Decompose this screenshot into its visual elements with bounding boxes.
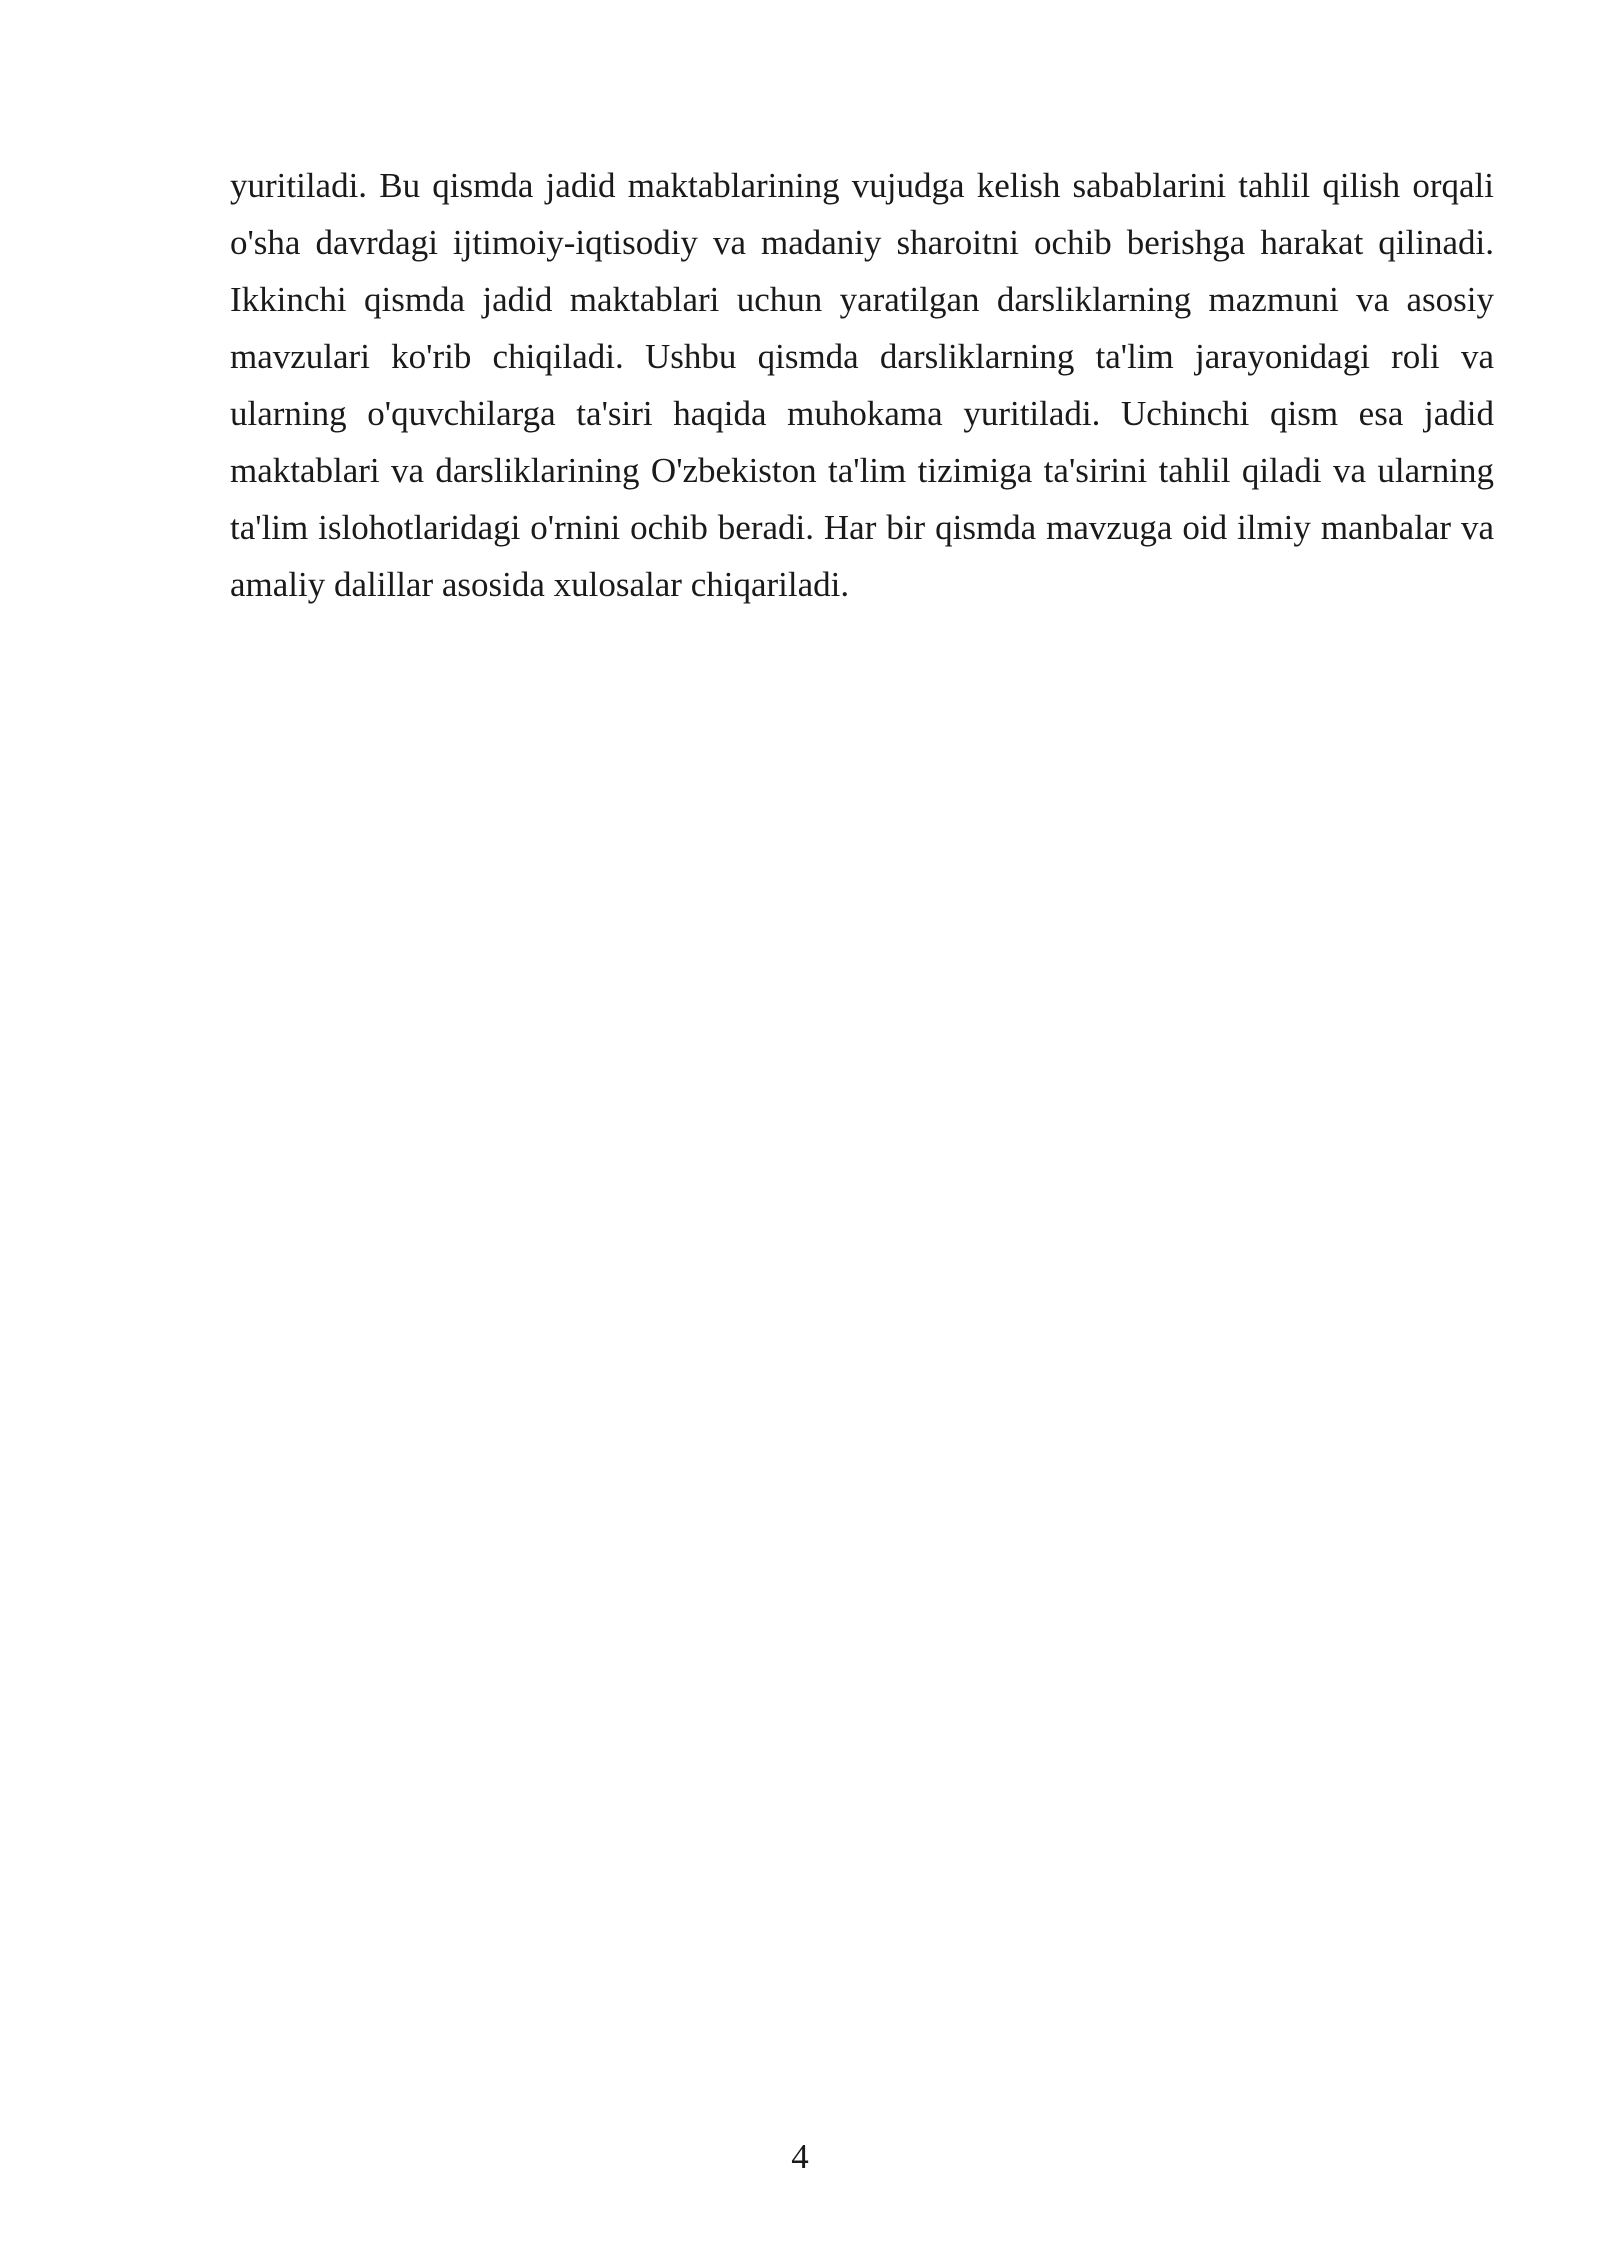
body-paragraph: yuritiladi. Bu qismda jadid maktablarining vujudga kelish sabablarini tahlil qilish orqali o'sha davrdagi ijtimoiy-iqtisodiy va madaniy sharoitni ochib berishga harakat qilinadi. Ikkinchi qismda jadid maktablari uchun yaratilgan darsliklarning mazmuni va asosiy mavzulari ko'rib chiqiladi. Ushbu qismda darsliklarning ta'lim jarayonidagi roli va ularning o'quvchilarga ta'siri haqida muhokama yuritiladi. Uchinchi qism esa jadid maktablari va darsliklarining O'zbekiston ta'lim tizimiga ta'sirini tahlil qiladi va ularning ta'lim islohotlaridagi o'rnini ochib beradi. Har bir qismda mavzuga oid ilmiy manbalar va amaliy dalillar asosida xulosalar chiqariladi.	[230, 166, 1494, 604]
page-number: 4	[791, 2137, 809, 2176]
